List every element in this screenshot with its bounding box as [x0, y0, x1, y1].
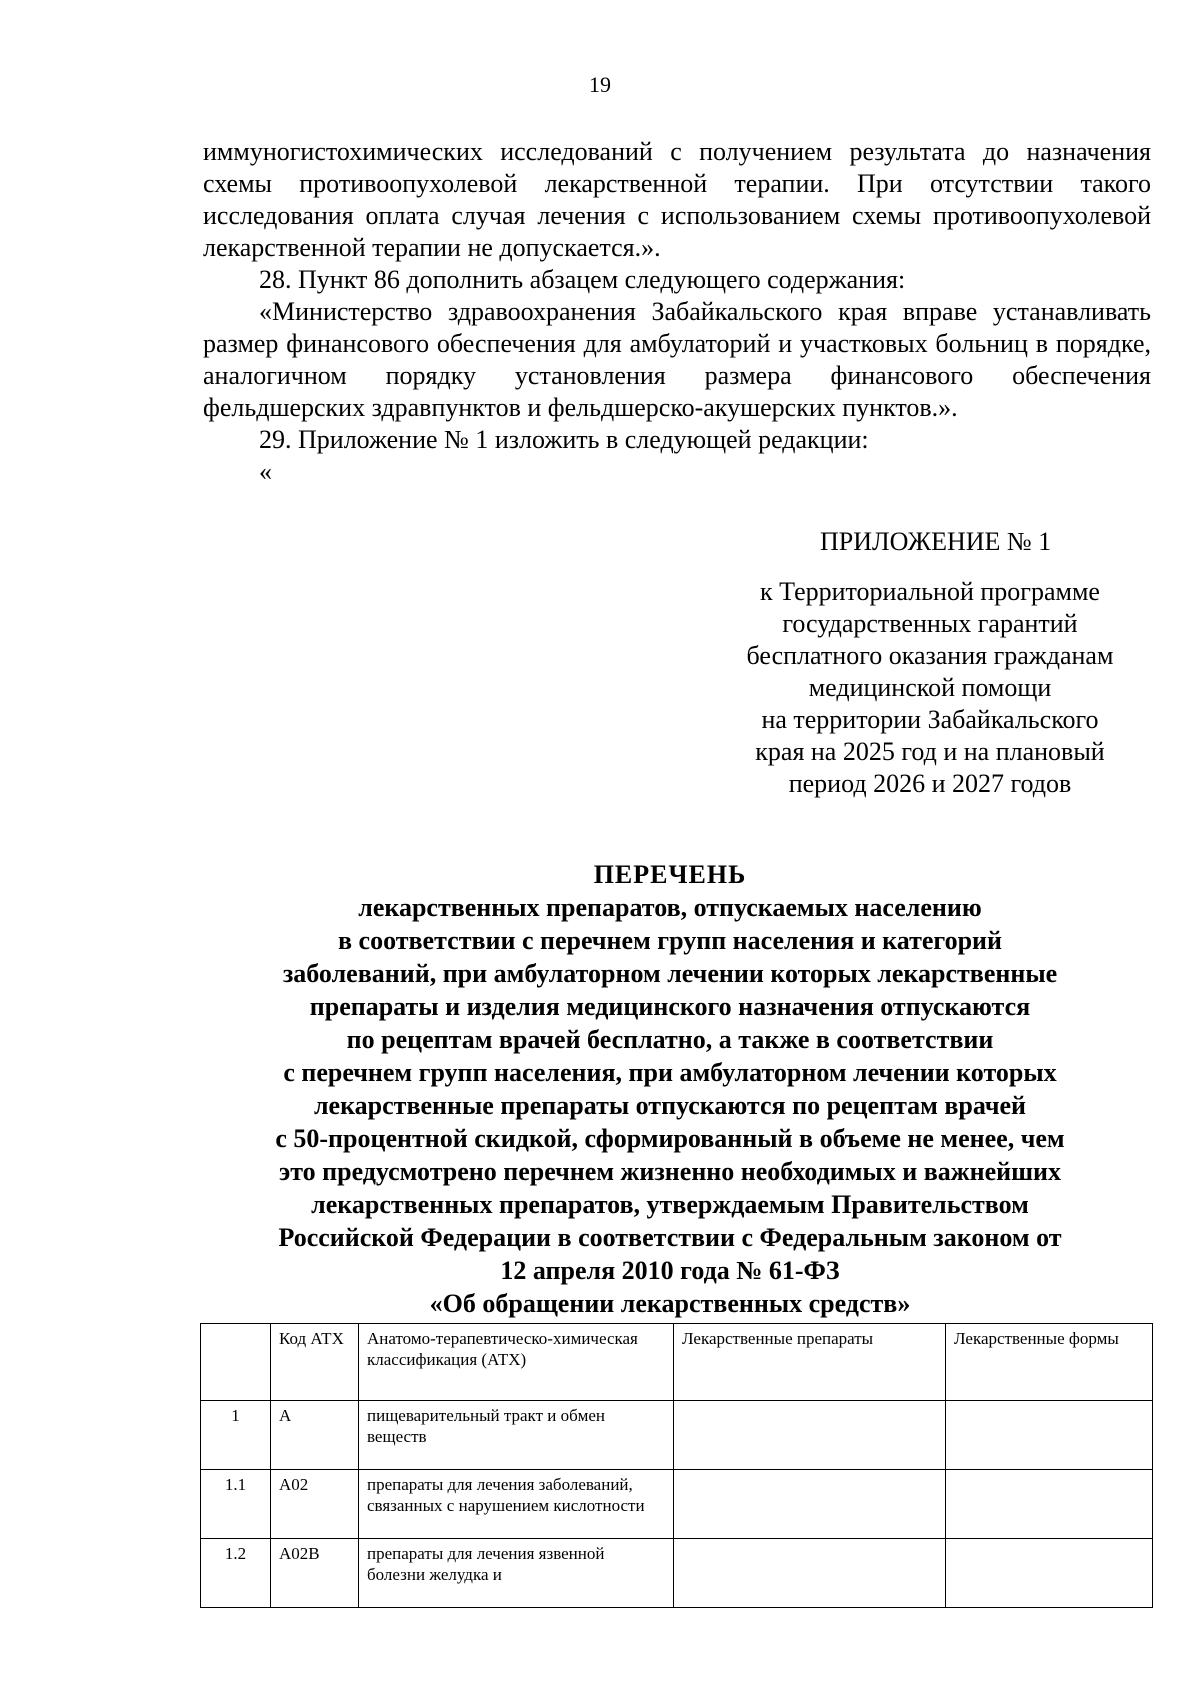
paragraph: «Министерство здравоохранения Забайкальского края вправе устанавливать размер финансового обеспечения для амбулаторий и участковых больниц в порядке, аналогичном порядку установления размера финансового обеспечения фельдшерских здравпунктов и фельдшерско-акушерских пунктов.». — [203, 297, 1151, 422]
table-header-cell: Лекарственные препараты — [674, 1324, 946, 1401]
atx-table — [200, 1323, 1153, 1608]
appendix-subtitle-line: государственных гарантий — [782, 609, 1078, 638]
list-heading-line: лекарственных препаратов, отпускаемых населению — [358, 893, 982, 922]
list-heading-line: с перечнем групп населения, при амбулаторном лечении которых — [283, 1058, 1057, 1087]
table-row — [201, 1470, 1153, 1539]
list-heading-line: лекарственные препараты отпускаются по рецептам врачей — [313, 1091, 1027, 1120]
appendix-subtitle-line: к Территориальной программе — [760, 577, 1100, 606]
body-text — [203, 136, 1151, 488]
table-header-cell — [201, 1324, 271, 1401]
appendix-title: ПРИЛОЖЕНИЕ № 1 — [820, 527, 1052, 556]
table-cell: препараты для лечения язвенной болезни желудка и — [359, 1539, 674, 1608]
list-heading-line: в соответствии с перечнем групп населения и категорий — [337, 926, 1002, 955]
paragraph: « — [259, 457, 272, 486]
list-heading-line: это предусмотрено перечнем жизненно необходимых и важнейших — [278, 1157, 1062, 1186]
table-cell: 1.2 — [201, 1539, 271, 1608]
table-row — [201, 1539, 1153, 1608]
list-heading-line: лекарственных препаратов, утверждаемым Правительством — [311, 1190, 1029, 1219]
table-cell — [946, 1401, 1153, 1470]
table-cell: препараты для лечения заболеваний, связанных с нарушением кислотности — [359, 1470, 674, 1539]
table-cell: 1 — [201, 1401, 271, 1470]
list-heading-line: препараты и изделия медицинского назначения отпускаются — [309, 992, 1031, 1021]
appendix-subtitle — [720, 576, 1140, 800]
table-cell — [946, 1539, 1153, 1608]
table-row — [201, 1401, 1153, 1470]
table-header-cell: Код АТХ — [271, 1324, 359, 1401]
appendix-subtitle-line: края на 2025 год и на плановый — [755, 737, 1105, 766]
appendix-subtitle-line: период 2026 и 2027 годов — [788, 769, 1072, 798]
appendix-subtitle-line: медицинской помощи — [808, 673, 1052, 702]
table-cell — [674, 1470, 946, 1539]
list-heading-line: заболеваний, при амбулаторном лечении которых лекарственные — [282, 959, 1058, 988]
list-heading-line: «Об обращении лекарственных средств» — [429, 1289, 911, 1318]
page-number: 19 — [589, 72, 611, 97]
table-header-cell: Анатомо-терапевтическо-химическая классификация (АТХ) — [359, 1324, 674, 1401]
list-heading — [200, 858, 1140, 1320]
table-cell — [674, 1401, 946, 1470]
table-cell — [674, 1539, 946, 1608]
table-header-cell: Лекарственные формы — [946, 1324, 1153, 1401]
paragraph: иммуногистохимических исследований с получением результата до назначения схемы противоопухолевой лекарственной терапии. При отсутствии такого исследования оплата случая лечения с использованием схемы противоопухолевой лекарственной терапии не допускается.». — [203, 137, 1151, 262]
table-cell — [946, 1470, 1153, 1539]
table-header-row — [201, 1324, 1153, 1401]
table-cell: A — [271, 1401, 359, 1470]
list-heading-line: по рецептам врачей бесплатно, а также в соответствии — [346, 1025, 994, 1054]
table-cell: 1.1 — [201, 1470, 271, 1539]
list-heading-line: Российской Федерации в соответствии с Федеральным законом от — [278, 1223, 1062, 1252]
table-cell: A02 — [271, 1470, 359, 1539]
list-heading-line: 12 апреля 2010 года № 61-ФЗ — [500, 1256, 840, 1285]
list-heading-line: с 50-процентной скидкой, сформированный в объеме не менее, чем — [275, 1124, 1065, 1153]
table-cell: пищеварительный тракт и обмен веществ — [359, 1401, 674, 1470]
paragraph: 28. Пункт 86 дополнить абзацем следующего содержания: — [259, 265, 906, 294]
table-cell: A02B — [271, 1539, 359, 1608]
list-heading-title: ПЕРЕЧЕНЬ — [593, 860, 747, 889]
paragraph: 29. Приложение № 1 изложить в следующей редакции: — [259, 425, 869, 454]
appendix-subtitle-line: бесплатного оказания гражданам — [746, 641, 1114, 670]
appendix-subtitle-line: на территории Забайкальского — [761, 705, 1099, 734]
